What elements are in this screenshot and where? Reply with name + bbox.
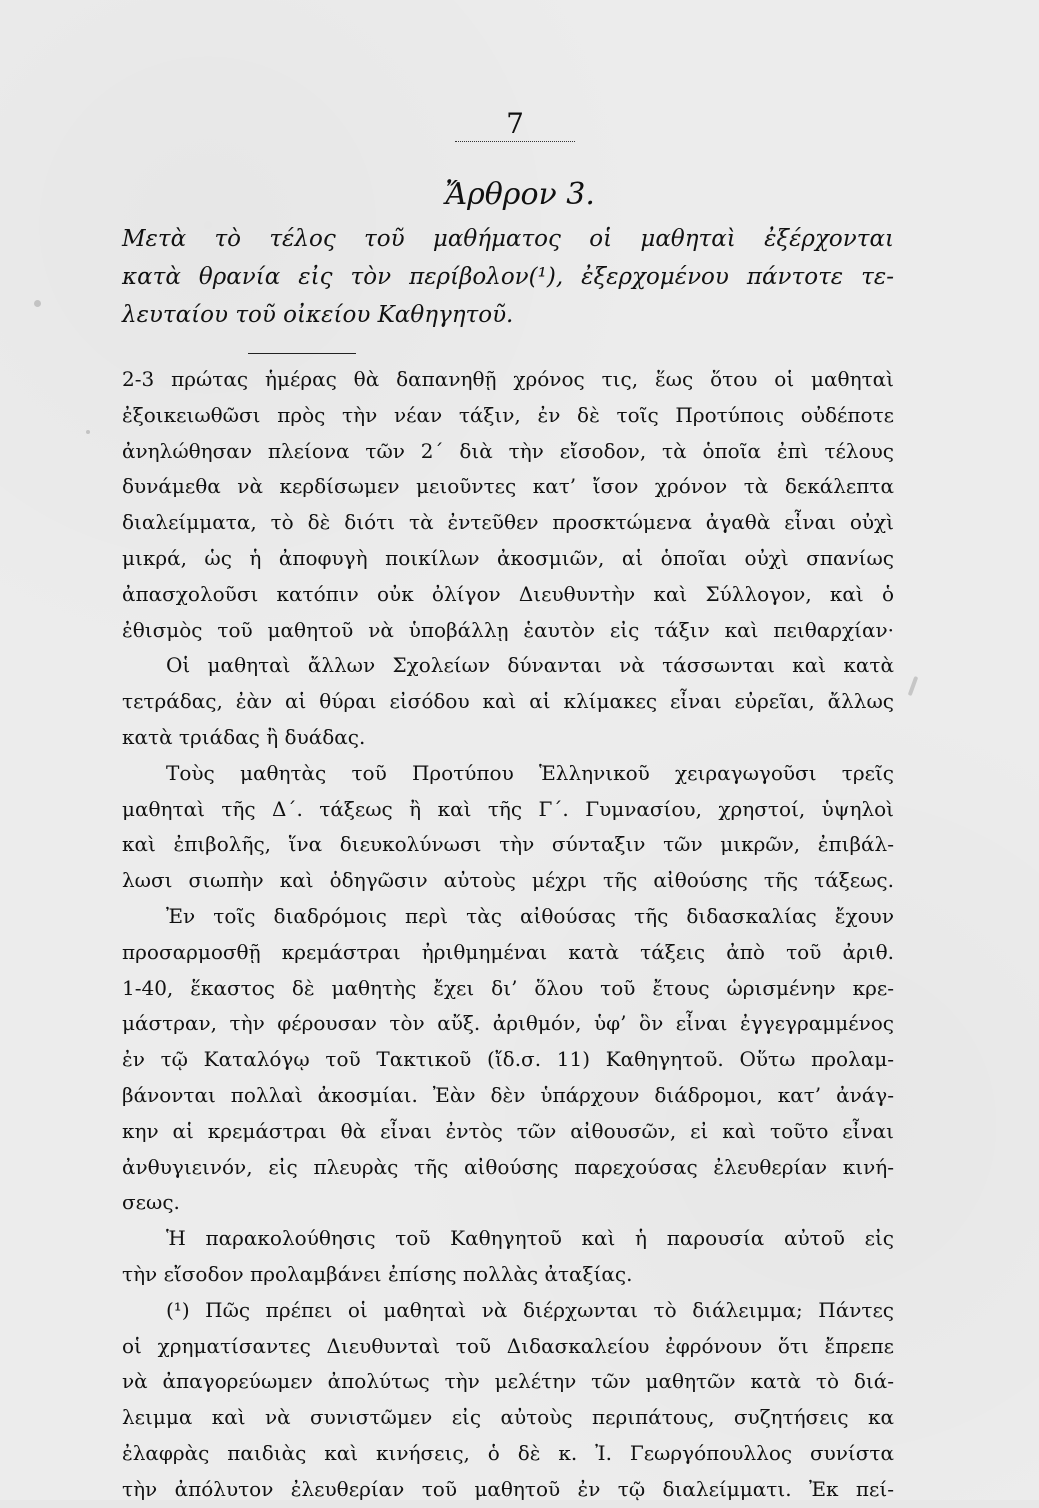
body-line: σεως.: [122, 1190, 180, 1215]
page-number: 7: [506, 107, 524, 140]
body-line: ἐξοικειωθῶσι πρὸς τὴν νέαν τάξιν, ἐν δὲ τοῖς Προτύποις οὐδέποτε: [122, 402, 894, 427]
body-line: ἀνθυγιεινόν, εἰς πλευρὰς τῆς αἰθούσης παρεχούσας ἐλευθερίαν κινή-: [122, 1154, 894, 1179]
body-line: διαλείμματα, τὸ δὲ διότι τὰ ἐντεῦθεν προσκτώμενα ἀγαθὰ εἶναι οὐχὶ: [122, 510, 894, 535]
body-line: ἀνηλώθησαν πλείονα τῶν 2´ διὰ τὴν εἴσοδον, τὰ ὁποῖα ἐπὶ τέλους: [122, 438, 894, 463]
body-line: Οἱ μαθηταὶ ἄλλων Σχολείων δύνανται νὰ τάσσωνται καὶ κατὰ: [166, 653, 894, 678]
body-line: κατὰ τριάδας ἢ δυάδας.: [122, 724, 366, 749]
italic-line: Μετὰ τὸ τέλος τοῦ μαθήματος οἱ μαθηταὶ ἐξέρχονται: [122, 226, 894, 252]
body-line: βάνονται πολλαὶ ἀκοσμίαι. Ἐὰν δὲν ὑπάρχουν διάδρομοι, κατ’ ἀνάγ-: [122, 1082, 894, 1107]
body-line: τετράδας, ἐὰν αἱ θύραι εἰσόδου καὶ αἱ κλίμακες εἶναι εὐρεῖαι, ἄλλως: [122, 689, 894, 714]
footnote-line: λειμμα καὶ νὰ συνιστῶμεν εἰς αὐτοὺς περιπάτους, συζητήσεις κα: [122, 1405, 894, 1430]
scan-speck: [86, 430, 90, 434]
body-line: ἐν τῷ Καταλόγῳ τοῦ Τακτικοῦ (ἴδ.σ. 11) Καθηγητοῦ. Οὕτω προλαμ-: [122, 1047, 894, 1072]
footnote-line: νὰ ἀπαγορεύωμεν ἀπολύτως τὴν μελέτην τῶν μαθητῶν κατὰ τὸ διά-: [122, 1369, 894, 1394]
body-line: λωσι σιωπὴν καὶ ὁδηγῶσιν αὐτοὺς μέχρι τῆς αἰθούσης τῆς τάξεως.: [122, 868, 894, 893]
body-text: [122, 362, 894, 1508]
italic-line: λευταίου τοῦ οἰκείου Καθηγητοῦ.: [122, 302, 514, 328]
body-line: Ἐν τοῖς διαδρόμοις περὶ τὰς αἰθούσας τῆς διδασκαλίας ἔχουν: [166, 903, 894, 928]
body-line: ἐθισμὸς τοῦ μαθητοῦ νὰ ὑποβάλλῃ ἑαυτὸν εἰς τάξιν καὶ πειθαρχίαν·: [122, 617, 894, 642]
footnote-line: οἱ χρηματίσαντες Διευθυνταὶ τοῦ Διδασκαλείου ἐφρόνουν ὅτι ἔπρεπε: [122, 1333, 894, 1358]
body-line: κην αἱ κρεμάστραι θὰ εἶναι ἐντὸς τῶν αἰθουσῶν, εἰ καὶ τοῦτο εἶναι: [122, 1118, 894, 1143]
body-line: 2-3 πρώτας ἡμέρας θὰ δαπανηθῇ χρόνος τις, ἕως ὅτου οἱ μαθηταὶ: [122, 367, 894, 391]
footnote-line: τὴν ἀπόλυτον ἐλευθερίαν τοῦ μαθητοῦ ἐν τῷ διαλείμματι. Ἐκ πεί-: [122, 1476, 894, 1501]
body-line: Τοὺς μαθητὰς τοῦ Προτύπου Ἑλληνικοῦ χειραγωγοῦσι τρεῖς: [166, 760, 894, 785]
article-rule-text: [122, 220, 894, 334]
article-title: Ἄρθρον 3.: [445, 177, 595, 212]
footnote-line: ἐλαφρὰς παιδιὰς καὶ κινήσεις, ὁ δὲ κ. Ἰ. Γεωργόπουλλος συνίστα: [122, 1440, 894, 1465]
body-line: 1-40, ἕκαστος δὲ μαθητὴς ἔχει δι’ ὅλου τοῦ ἔτους ὡρισμένην κρε-: [122, 975, 894, 1000]
body-line: καὶ ἐπιβολῆς, ἵνα διευκολύνωσι τὴν σύνταξιν τῶν μικρῶν, ἐπιβάλ-: [122, 832, 894, 857]
scan-speck: [34, 300, 41, 307]
body-line: Ἡ παρακολούθησις τοῦ Καθηγητοῦ καὶ ἡ παρουσία αὐτοῦ εἰς: [166, 1226, 894, 1251]
scan-speck: [908, 676, 919, 696]
body-line: μάστραν, τὴν φέρουσαν τὸν αὔξ. ἀριθμόν, ὑφ’ ὃν εἶναι ἐγγεγραμμένος: [122, 1011, 894, 1036]
body-line: δυνάμεθα νὰ κερδίσωμεν μειοῦντες κατ’ ἴσον χρόνον τὰ δεκάλεπτα: [122, 474, 894, 499]
body-line: μαθηταὶ τῆς Δ´. τάξεως ἢ καὶ τῆς Γ´. Γυμνασίου, χρηστοί, ὑψηλοὶ: [122, 796, 894, 821]
italic-line: κατὰ θρανία εἰς τὸν περίβολον(¹), ἐξερχομένου πάντοτε τε-: [122, 264, 894, 290]
body-line: ἀπασχολοῦσι κατόπιν οὐκ ὀλίγον Διευθυντὴν καὶ Σύλλογον, καὶ ὁ: [122, 581, 894, 606]
section-divider: [248, 353, 356, 354]
body-line: τὴν εἴσοδον προλαμβάνει ἐπίσης πολλὰς ἀταξίας.: [122, 1261, 633, 1286]
footnote-line: (¹) Πῶς πρέπει οἱ μαθηταὶ νὰ διέρχωνται τὸ διάλειμμα; Πάντες: [166, 1297, 894, 1322]
body-line: προσαρμοσθῇ κρεμάστραι ἠριθμημέναι κατὰ τάξεις ἀπὸ τοῦ ἀριθ.: [122, 939, 894, 964]
page-number-rule: [455, 141, 575, 142]
body-line: μικρά, ὡς ἡ ἀποφυγὴ ποικίλων ἀκοσμιῶν, αἱ ὁποῖαι οὐχὶ σπανίως: [122, 545, 894, 570]
